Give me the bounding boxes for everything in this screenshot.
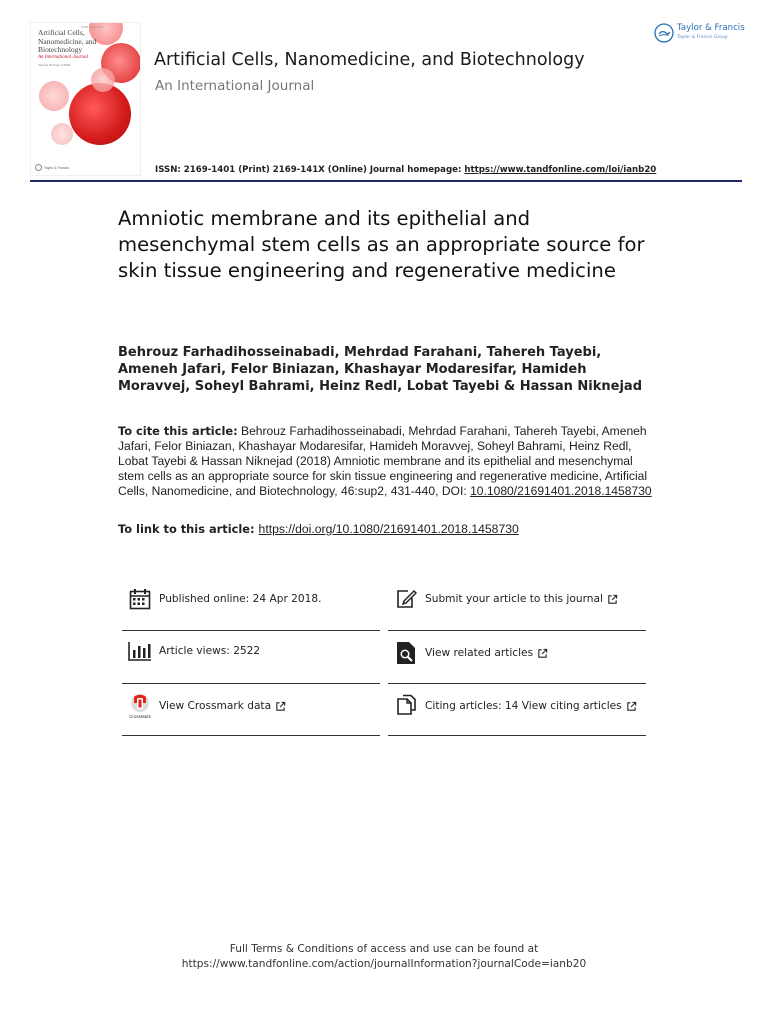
article-authors: Behrouz Farhadihosseinabadi, Mehrdad Farahani, Tahereh Tayebi, Ameneh Jafari, Felor Biniazan, Khashayar Modaresifar, Hamideh Moravvej, Soheyl Bahrami, Heinz Redl, Lobat Tayebi & Hassan Niknejad [118,345,643,394]
footer-terms-text: Full Terms & Conditions of access and use can be found at [229,943,539,955]
publisher-group: Taylor & Francis Group [677,35,728,40]
footer-terms-url[interactable]: https://www.tandfonline.com/action/journalInformation?journalCode=ianb20 [181,958,587,970]
cover-publisher-logo: Taylor & Francis [35,164,69,171]
footer [0,942,768,972]
publisher-logo-icon [654,23,674,43]
article-views-item [122,625,380,677]
cover-issn: ISSN 2169-1401 [81,25,104,29]
journal-subtitle: An International Journal [155,78,315,94]
citation-block [118,424,653,499]
link-label: To link to this article: [118,522,255,536]
submit-article-link[interactable]: Submit your article to this journal [425,593,603,605]
cover-issue: Volume 46 Supp 2 2018 [38,63,71,67]
external-link-icon [537,648,548,659]
article-title: Amniotic membrane and its epithelial and mesenchymal stem cells as an appropriate source for skin tissue engineering and regenerative medicine [118,207,645,282]
external-link-icon [626,701,637,712]
external-link-icon [607,594,618,605]
citation-label: To cite this article: [118,424,238,438]
issn-text: ISSN: 2169-1401 (Print) 2169-141X (Online) Journal homepage: [155,165,465,175]
crossmark-icon [128,694,152,718]
citing-articles-link[interactable]: Citing articles: 14 View citing articles [425,700,622,712]
related-articles-link[interactable]: View related articles [425,647,534,659]
grid-divider [122,735,380,736]
header-divider [30,180,742,182]
related-articles-item[interactable] [388,627,646,679]
cover-title: Artificial Cells, Nanomedicine, and Biotechnology [38,28,97,54]
grid-divider [388,735,646,736]
external-link-icon [275,701,286,712]
issn-line [155,165,656,175]
publisher-name: Taylor & Francis [677,23,745,33]
article-views-label: Article views: 2522 [159,645,261,657]
crossmark-item[interactable] [122,680,380,732]
citing-articles-item[interactable] [388,680,646,732]
article-doi-url-link[interactable]: https://doi.org/10.1080/21691401.2018.1458730 [258,522,519,536]
published-online-label: Published online: 24 Apr 2018. [159,593,322,605]
crossmark-badge-label: CrossMark [129,714,151,719]
edit-icon [394,587,418,611]
article-link-line [118,522,678,536]
doi-link[interactable]: 10.1080/21691401.2018.1458730 [470,484,652,498]
citation-text: Behrouz Farhadihosseinabadi, Mehrdad Farahani, Tahereh Tayebi, Ameneh Jafari, Felor Biniazan, Khashayar Modaresifar, Hamideh Moravvej, Soheyl Bahrami, Heinz Redl, Lobat Tayebi & Hassan Niknejad (2018) Amniotic membrane and its epithelial and mesenchymal stem cells as an appropriate source for skin tissue engineering and regenerative medicine, Artificial Cells, Nanomedicine, and Biotechnology, 46:sup2, 431-440, DOI: [118,424,648,498]
documents-icon [394,694,418,718]
cover-subtitle: An International Journal [38,55,88,60]
journal-title: Artificial Cells, Nanomedicine, and Biotechnology [154,50,585,70]
submit-article-item[interactable] [388,573,646,625]
published-online-item [122,573,380,625]
journal-homepage-link[interactable]: https://www.tandfonline.com/loi/ianb20 [464,165,657,175]
publisher-mark-icon [35,164,42,171]
crossmark-link[interactable]: View Crossmark data [159,700,272,712]
publisher-logo[interactable] [654,23,745,43]
bar-chart-icon [128,639,152,663]
document-search-icon [394,641,418,665]
calendar-icon [128,587,152,611]
journal-cover-image [30,22,141,176]
